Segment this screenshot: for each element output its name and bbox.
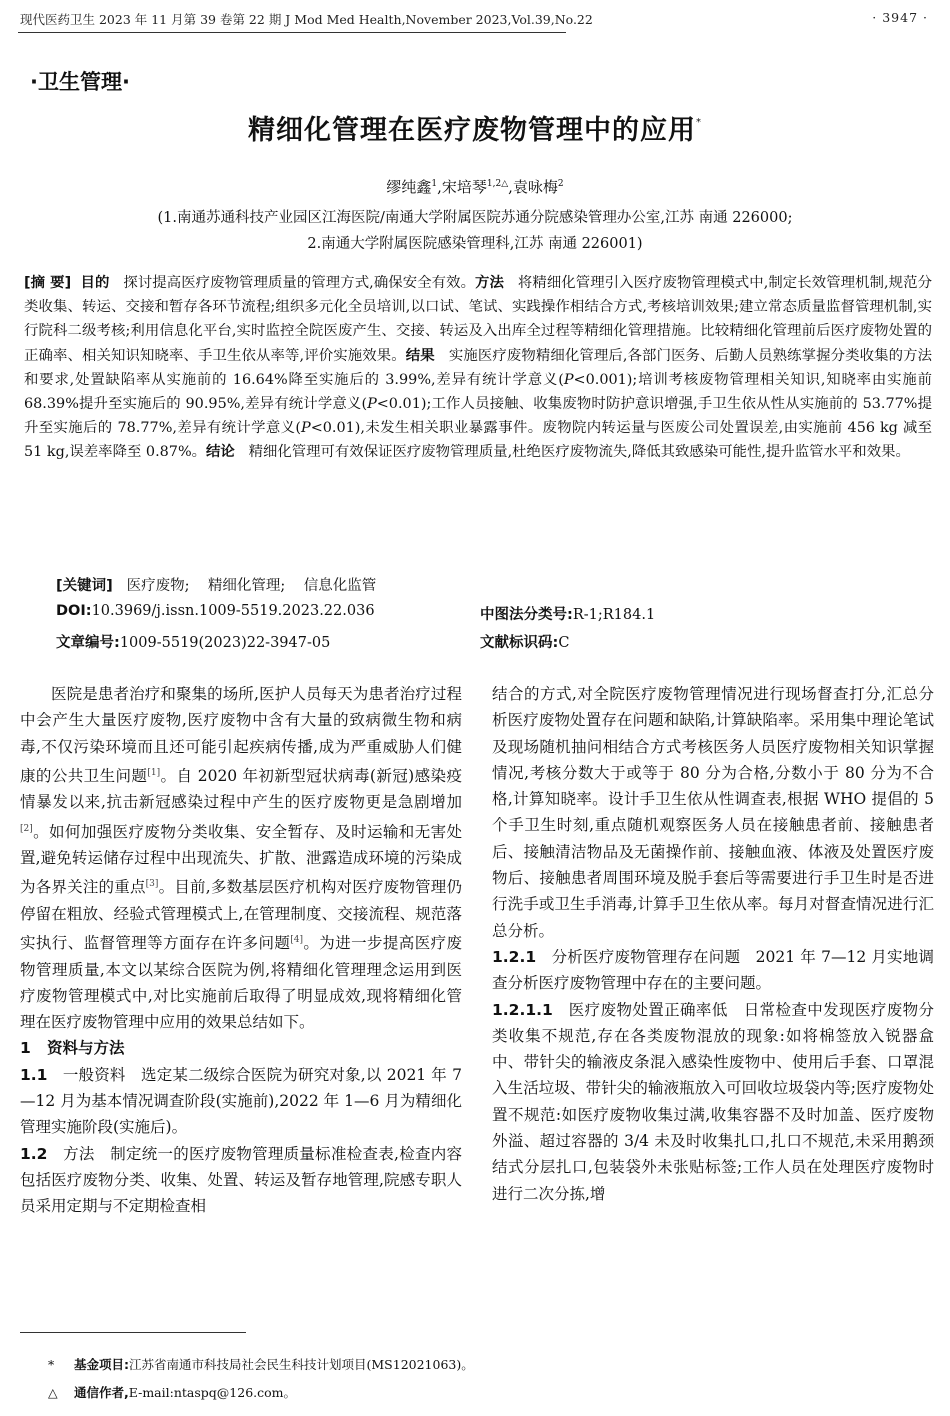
footnote-text: 江苏省南通市科技局社会民生科技计划项目(MS12021063)。 (129, 1357, 474, 1372)
body-right-column (492, 681, 934, 1207)
intro-text: 。目前,多数基层医疗机构对医疗废物管理仍停留在粗放、经验式管理模式上,在管理制度、交接流程、规范落实执行、监督管理等方面存在许多问题 (20, 878, 462, 953)
article-number-value: 1009-5519(2023)22-3947-05 (119, 635, 331, 651)
citation: [1] (147, 767, 161, 778)
intro-text: 。为进一步提高医疗废物管理质量,本文以某综合医院为例,将精细化管理理念运用到医疗废物管理模式中,对比实施前后取得了明显成效,现将精细化管理在医疗废物管理中应用的效果总结如下。 (20, 934, 462, 1032)
keywords-label: [关键词] (56, 578, 113, 594)
affiliation-line-2: 2.南通大学附属医院感染管理科,江苏 南通 226001) (307, 236, 643, 252)
methods-text: 将精细化管理引入医疗废物管理模式中,制定长效管理机制,规范分类收集、转运、交接和暂存各环节流程;组织多元化全员培训,以口试、笔试、实践操作相结合方式,考核培训效果;建立常态质量监督管理机制,实行院科二级考核;利用信息化平台,实时监控全院医废产生、交接、转运及入出库全过程等精细化管理措施。比较精细化管理前后医疗废物处置的正确率、相关知识知晓率、手卫生依从率等,评价实施效果。 (24, 275, 932, 364)
author-name: 袁咏梅 (512, 178, 558, 196)
section-1-2-1 (492, 944, 934, 997)
keywords (56, 574, 376, 595)
heading-number: 1.2.1 (492, 947, 537, 966)
author-name: 宋培琴 (441, 178, 487, 196)
author-name: 缪纯鑫 (386, 178, 432, 196)
objective-text: 探讨提高医疗废物管理质量的管理方式,确保安全有效。 (123, 275, 476, 291)
footnote-label: 基金项目: (74, 1357, 129, 1372)
objective-label: 目的 (80, 275, 110, 291)
section-text: 选定某二级综合医院为研究对象,以 2021 年 7—12 月为基本情况调查阶段(实施前),2022 年 1—6 月为精细化管理实施阶段(实施后)。 (20, 1065, 462, 1137)
intro-paragraph (20, 681, 462, 1035)
footnote-correspondence (48, 1383, 296, 1401)
heading-number: 1.1 (20, 1065, 48, 1084)
conclusion-text: 精细化管理可有效保证医疗废物管理质量,杜绝医疗废物流失,降低其致感染可能性,提升监管水平和效果。 (248, 444, 910, 461)
body-left-column (20, 681, 462, 1220)
intro-text: 。自 2020 年初新型冠状病毒(新冠)感染疫情暴发以来,抗击新冠感染过程中产生的医疗废物更是急剧增加 (20, 767, 462, 812)
heading-title: 一般资料 (62, 1065, 126, 1084)
doi-label: DOI: (56, 603, 92, 619)
title-footnote-mark: * (696, 117, 702, 128)
continued-paragraph: 结合的方式,对全院医疗废物管理情况进行现场督查打分,汇总分析医疗废物处置存在问题和缺陷,计算缺陷率。采用集中理论笔试及现场随机抽问相结合方式考核医务人员医疗废物相关知识掌握情况,考核分数大于或等于 80 分为合格,分数小于 80 分为不合格,计算知晓率。设计手卫生依从性调查表,根据 WHO 提倡的 5 个手卫生时刻,重点随机观察医务人员在接触患者前、接触患者后、接触清洁物品及无菌操作前、接触血液、体液及处置医疗废物后、接触患者周围环境及脱手套后等需要进行手卫生时是否进行洗手或卫生手消毒,计算手卫生依从率。每月对督查情况进行汇总分析。 (492, 685, 934, 940)
intro-text: 。如何加强医疗废物分类收集、安全暂存、及时运输和无害处置,避免转运储存过程中出现流失、扩散、泄露造成环境的污染成为各界关注的重点 (20, 822, 462, 897)
author-affil-mark: 1 (431, 179, 438, 189)
section-1-2 (20, 1141, 462, 1220)
heading-1: 1 资料与方法 (20, 1039, 125, 1058)
intro-text: 医院是患者治疗和聚集的场所,医护人员每天为患者治疗过程中会产生大量医疗废物,医疗废物中含有大量的致病微生物和病毒,不仅污染环境而且还可能引起疾病传播,成为严重威胁人们健康的公共卫生问题 (20, 685, 462, 786)
document-code-line (480, 631, 569, 652)
results-text: <0.01);工作人员接触、收集废物时防护意识增强,手卫生依从性从实施前的 53.77%提升至实施后的 78.77%,差异有统计学意义( (24, 396, 932, 437)
clc-line (480, 603, 655, 624)
title-text: 精细化管理在医疗废物管理中的应用 (248, 115, 696, 146)
author-separator: , (437, 178, 442, 196)
citation: [4] (290, 935, 304, 946)
footnote-text: E-mail:ntaspq@126.com。 (128, 1385, 296, 1400)
section-text: 日常检查中发现医疗废物分类收集不规范,存在各类废物混放的现象:如将棉签放入锐器盒中、带针尖的输液皮条混入感染性废物中、使用后手套、口罩混入生活垃圾、带针尖的输液瓶放入可回收垃圾袋内等;医疗废物处置不规范:如医疗废物收集过满,收集容器不及时加盖、医疗废物外溢、超过容器的 3/4 未及时收集扎口,扎口不规范,未采用鹅颈结式分层扎口,包装袋外未张贴标签;工作人员在处理医疗废物时进行二次分拣,增 (492, 1000, 935, 1203)
keyword: 医疗废物; (126, 578, 190, 594)
p-value-symbol: P (563, 371, 574, 388)
p-value-symbol: P (367, 396, 377, 413)
results-text: 实施医疗废物精细化管理后,各部门医务、后勤人员熟练掌握分类收集的方法和要求,处置缺陷率从实施前的 16.64%降至实施后的 3.99%,差异有统计学意义( (24, 347, 933, 388)
results-text: <0.001);培训考核废物管理相关知识,知晓率由实施前 68.39%提升至实施后的 90.95%,差异有统计学意义( (24, 371, 932, 413)
page-number: · 3947 · (872, 10, 928, 25)
affiliation-line-1: (1.南通苏通科技产业园区江海医院/南通大学附属医院苏通分院感染管理办公室,江苏 南通 226000; (157, 210, 793, 226)
heading-title: 分析医疗废物管理存在问题 (551, 947, 741, 966)
results-label: 结果 (405, 347, 435, 364)
clc-value: R-1;R184.1 (572, 607, 656, 623)
abstract-label: [摘 要] (24, 275, 72, 291)
doi-line (56, 603, 375, 619)
clc-label: 中图法分类号: (480, 607, 573, 623)
doi-value: 10.3969/j.issn.1009-5519.2023.22.036 (91, 603, 375, 619)
section-text: 2021 年 7—12 月实地调查分析医疗废物管理中存在的主要问题。 (492, 947, 934, 993)
header-rule (18, 32, 566, 33)
heading-number: 1.2.1.1 (492, 1000, 553, 1019)
running-header: 现代医药卫生 2023 年 11 月第 39 卷第 22 期 J Mod Med Health,November 2023,Vol.39,No.22 (20, 12, 593, 27)
section-1-1 (20, 1062, 462, 1141)
footnote-rule (20, 1332, 246, 1333)
section-1-2-1-1 (492, 997, 934, 1207)
footnote-fund (48, 1355, 474, 1373)
footnote-mark: △ (48, 1385, 58, 1400)
keyword: 信息化监管 (303, 578, 377, 594)
document-code-value: C (558, 635, 570, 651)
heading-title: 方法 (63, 1144, 95, 1163)
article-number-label: 文章编号: (56, 635, 120, 651)
footnote-mark: * (48, 1357, 55, 1372)
heading-number: 1.2 (20, 1144, 48, 1163)
author-list (0, 176, 950, 197)
footnote-label: 通信作者, (74, 1385, 129, 1400)
document-code-label: 文献标识码: (480, 635, 559, 651)
keyword: 精细化管理; (207, 578, 286, 594)
citation: [3] (145, 879, 159, 890)
section-label: ·卫生管理· (30, 70, 130, 94)
conclusion-label: 结论 (206, 444, 235, 461)
article-number-line (56, 631, 330, 652)
author-affil-mark: 1,2△ (486, 179, 509, 189)
author-affil-mark: 2 (557, 179, 564, 189)
article-title (0, 108, 950, 147)
heading-title: 医疗废物处置正确率低 (568, 1000, 728, 1019)
p-value-symbol: P (301, 420, 311, 437)
citation: [2] (20, 823, 33, 834)
author-separator: , (508, 178, 513, 196)
results-text: <0.01),未发生相关职业暴露事件。废物院内转运量与医废公司处置误差,由实施前 456 kg 减至 51 kg,误差率降至 0.87%。 (24, 420, 932, 461)
methods-label: 方法 (475, 275, 504, 291)
abstract (24, 271, 932, 465)
section-text: 制定统一的医疗废物管理质量标准检查表,检查内容包括医疗废物分类、收集、处置、转运及暂存地管理,院感专职人员采用定期与不定期检查相 (20, 1144, 463, 1216)
